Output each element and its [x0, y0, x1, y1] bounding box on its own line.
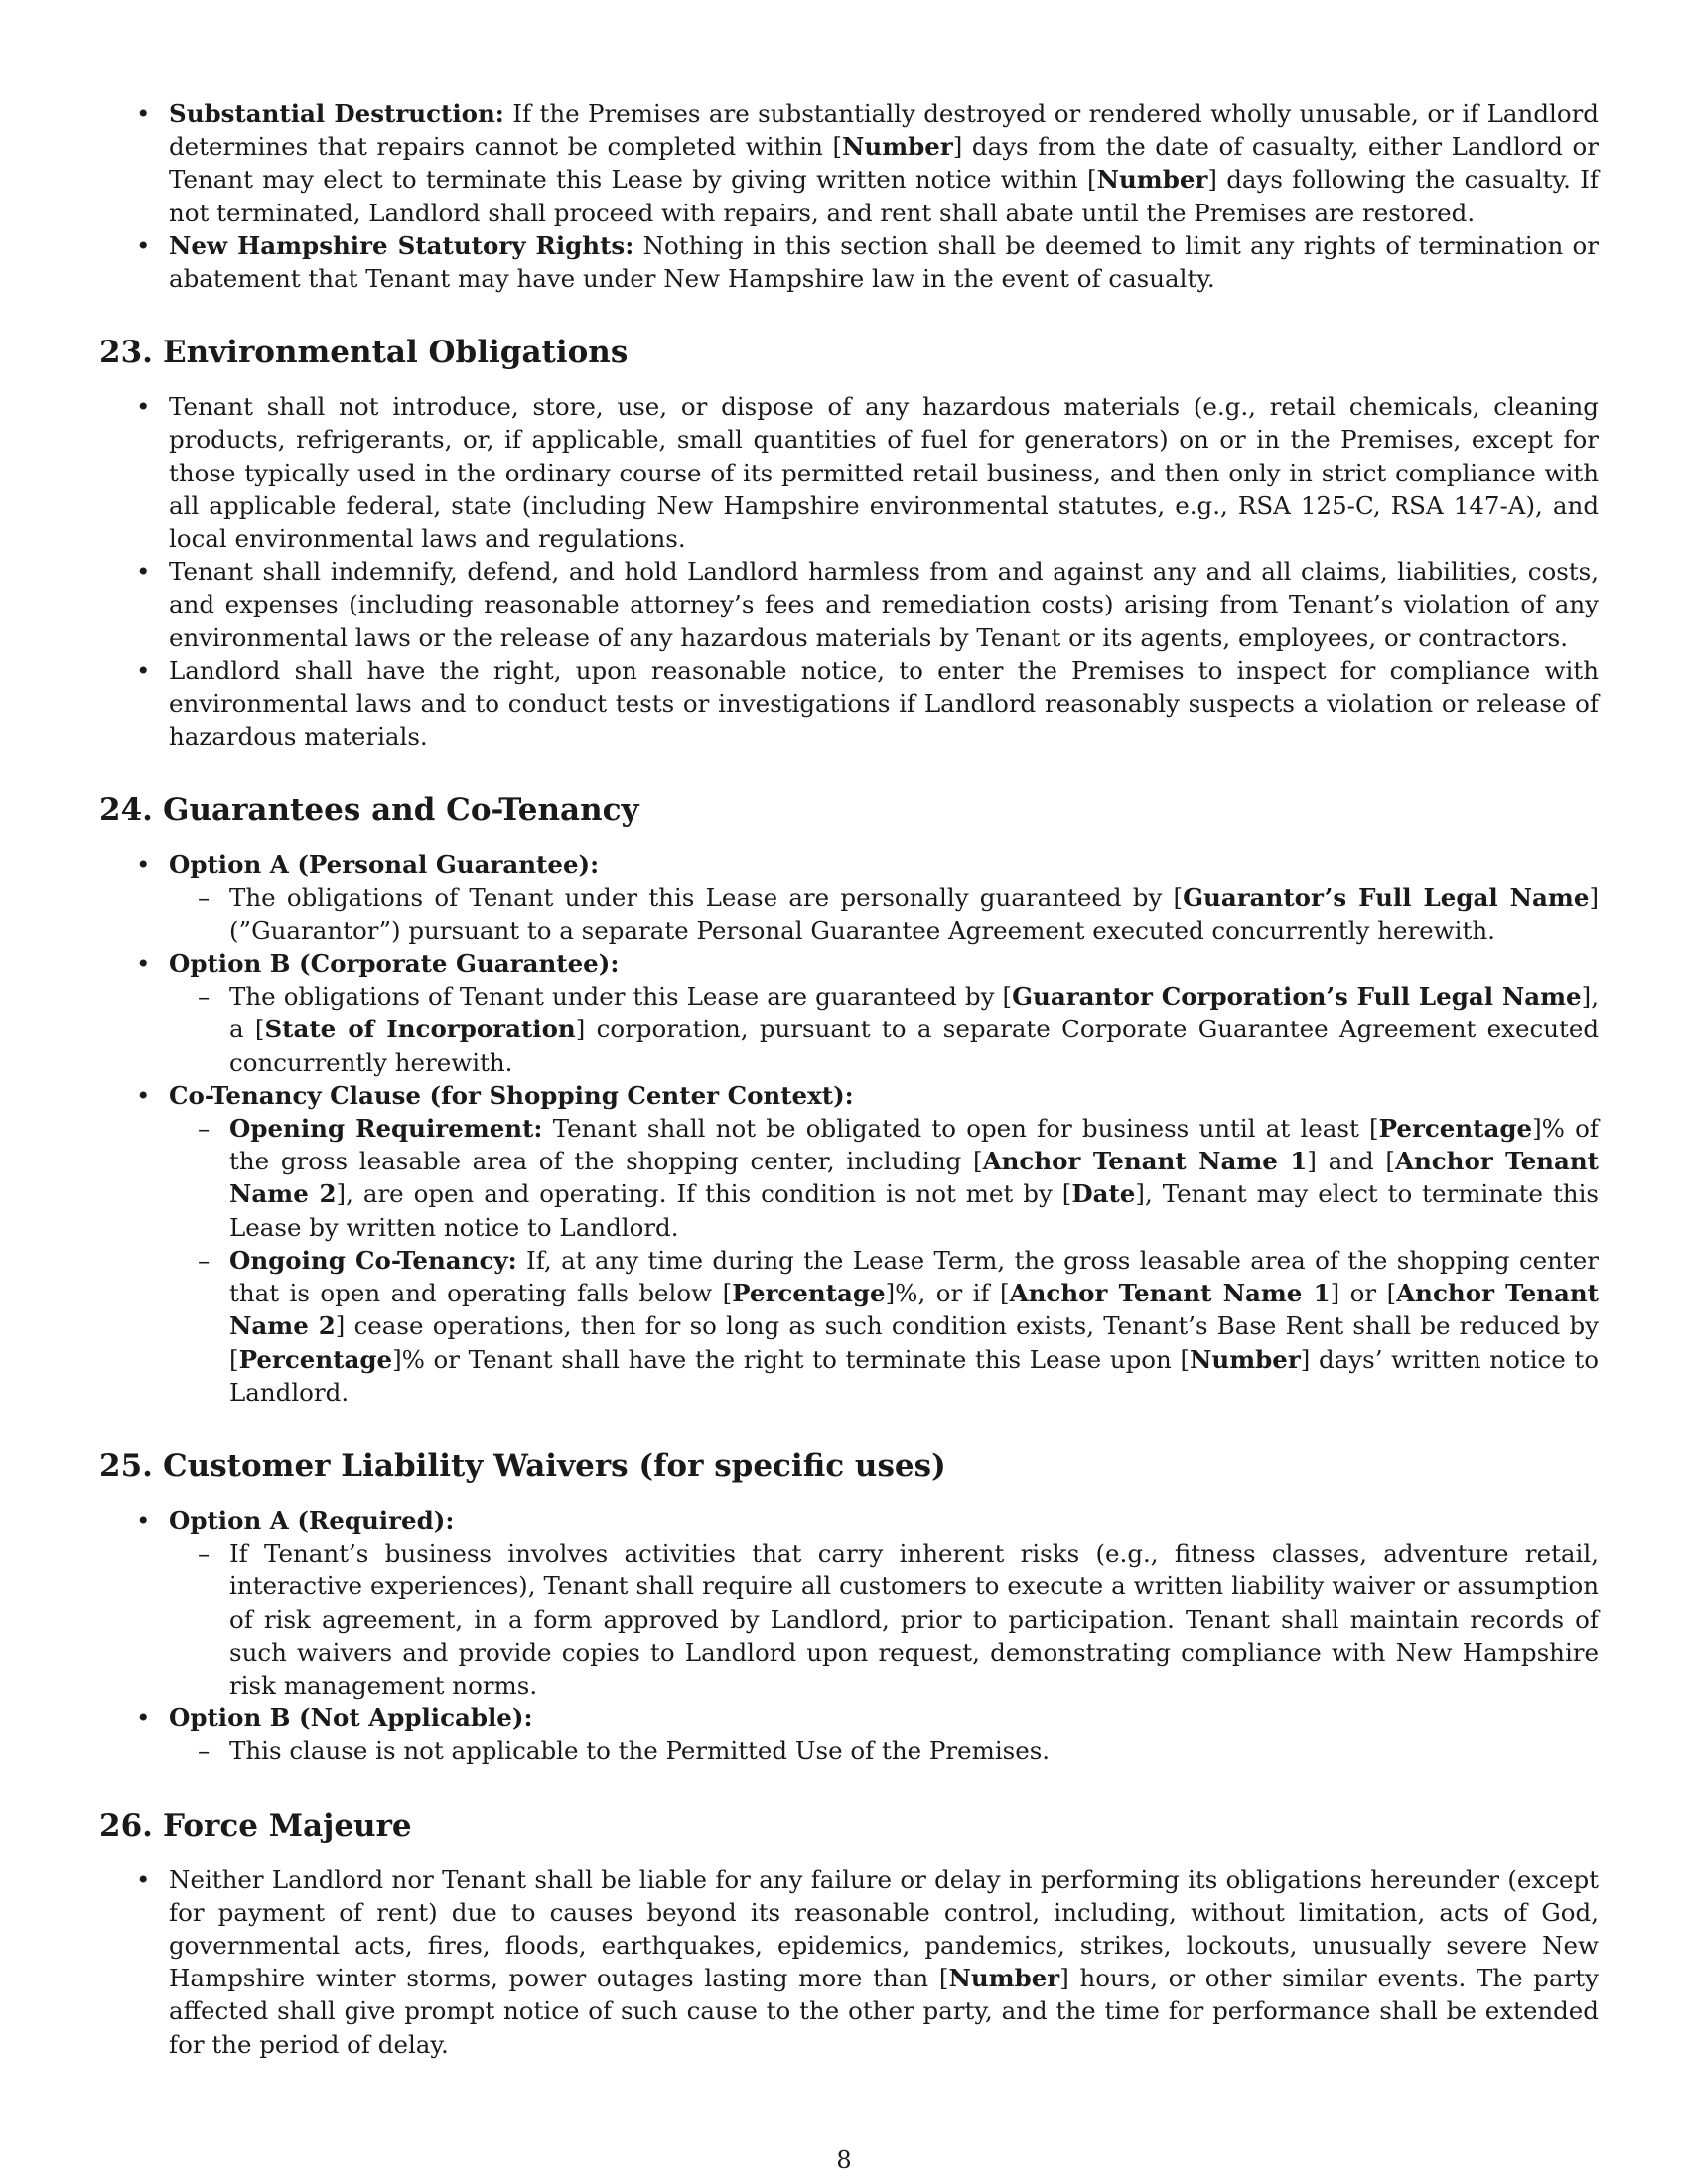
section-heading-23: [99, 333, 1599, 372]
list-item: [99, 555, 1599, 654]
sub-list: [169, 1112, 1599, 1409]
bold-text: Ongoing Co-Tenancy:: [229, 1245, 517, 1275]
text-run: If, at any time during the Lease Term, the gross leasable area of the shopping center that is open and operating falls below [: [229, 1245, 1599, 1308]
section-title: Guarantees and Co-Tenancy: [163, 792, 639, 829]
text-run: Nothing in this section shall be deemed to limit any rights of termination or abatement that Tenant may have under New Hampshire law in the event of casualty.: [169, 230, 1599, 294]
force-majeure-list: [99, 1863, 1599, 2061]
bold-text: Anchor Tenant Name 1: [1009, 1279, 1331, 1308]
text-run: The obligations of Tenant under this Lease are guaranteed by [: [229, 982, 1013, 1012]
section-title: Environmental Obligations: [163, 335, 629, 371]
bold-text: Number: [948, 1964, 1060, 1993]
text-run: ]% or Tenant shall have the right to terminate this Lease upon [: [392, 1344, 1191, 1374]
bold-text: Percentage: [238, 1344, 393, 1374]
sub-list-item: [169, 1537, 1599, 1702]
bold-text: Option A (Personal Guarantee):: [169, 850, 600, 880]
text-run: Tenant shall not introduce, store, use, or dispose of any hazardous materials (e.g., retail chemicals, cleaning products, refrigerants, or, if applicable, small quantities of fuel for generators) on or in the Premises, except for those typically used in the ordinary course of its permitted retail business, and then only in strict compliance with all applicable federal, state (including New Hampshire environmental statutes, e.g., RSA 125-C, RSA 147-A), and local environmental laws and regulations.: [169, 392, 1599, 554]
section-title: Force Majeure: [163, 1807, 412, 1843]
section-number: 26.: [99, 1807, 153, 1843]
text-run: ], are open and operating. If this condition is not met by [: [336, 1179, 1072, 1209]
bold-text: Guarantor Corporation’s Full Legal Name: [1012, 982, 1582, 1012]
list-item: [99, 1079, 1599, 1409]
bold-text: Number: [1096, 165, 1208, 195]
casualty-list: [99, 97, 1599, 295]
bold-text: Date: [1071, 1179, 1136, 1209]
text-run: ] days from the date of casualty, either Landlord or Tenant may elect to terminate this Lease by giving written notice within [: [169, 132, 1599, 195]
bold-text: Option B (Corporate Guarantee):: [169, 949, 620, 979]
bold-text: Number: [1190, 1344, 1301, 1374]
document-page: [99, 97, 1599, 2061]
section-title: Customer Liability Waivers (for specific uses): [163, 1447, 946, 1484]
section-number: 25.: [99, 1447, 153, 1484]
text-run: ] days’ written notice to Landlord.: [229, 1344, 1599, 1407]
text-run: ] and [: [1307, 1147, 1395, 1176]
bold-text: State of Incorporation: [264, 1015, 576, 1044]
bold-text: Percentage: [1378, 1114, 1533, 1144]
list-item: [99, 390, 1599, 555]
text-run: ] (”Guarantor”) pursuant to a separate Personal Guarantee Agreement executed concurrently herewith.: [229, 883, 1599, 945]
list-item: [99, 229, 1599, 295]
text-run: Tenant shall indemnify, defend, and hold Landlord harmless from and against any and all claims, liabilities, costs, and expenses (including reasonable attorney’s fees and remediation costs) arising from Tenant’s violation of any environmental laws or the release of any hazardous materials by Tenant or its agents, employees, or contractors.: [169, 557, 1599, 652]
text-run: If the Premises are substantially destroyed or rendered wholly unusable, or if Landlord determines that repairs cannot be completed within [: [169, 99, 1599, 162]
text-run: ] cease operations, then for so long as such condition exists, Tenant’s Base Rent shall be reduced by [: [229, 1311, 1599, 1374]
list-item: [99, 1504, 1599, 1702]
sub-list-item: [169, 882, 1599, 947]
text-run: ] or [: [1330, 1279, 1397, 1308]
sub-list: [169, 980, 1599, 1079]
list-item: [99, 1863, 1599, 2061]
text-run: ] days following the casualty. If not terminated, Landlord shall proceed with repairs, and rent shall abate until the Premises are restored.: [169, 165, 1599, 227]
bold-text: New Hampshire Statutory Rights:: [169, 230, 634, 260]
bold-text: Option B (Not Applicable):: [169, 1704, 533, 1733]
guarantees-list: [99, 848, 1599, 1408]
list-item: [99, 654, 1599, 753]
sub-list: [169, 1734, 1599, 1767]
list-item: [99, 1702, 1599, 1767]
bold-text: Guarantor’s Full Legal Name: [1183, 883, 1590, 912]
text-run: Neither Landlord nor Tenant shall be liable for any failure or delay in performing its obligations hereunder (except for payment of rent) due to causes beyond its reasonable control, including, without limitation, acts of God, governmental acts, fires, floods, earthquakes, epidemics, pandemics, strikes, lockouts, unusually severe New Hampshire winter storms, power outages lasting more than [: [169, 1864, 1599, 1993]
text-run: ]%, or if [: [885, 1279, 1010, 1308]
text-run: ], a [: [229, 982, 1599, 1044]
sub-list-item: [169, 1734, 1599, 1767]
text-run: If Tenant’s business involves activities that carry inherent risks (e.g., fitness classes, adventure retail, interactive experiences), Tenant shall require all customers to execute a written liability waiver or assumption of risk agreement, in a form approved by Landlord, prior to participation. Tenant shall maintain records of such waivers and provide copies to Landlord upon request, demonstrating compliance with New Hampshire risk management norms.: [229, 1539, 1599, 1700]
text-run: ] hours, or other similar events. The party affected shall give prompt notice of such cause to the other party, and the time for performance shall be extended for the period of delay.: [169, 1964, 1599, 2059]
sub-list: [169, 1537, 1599, 1702]
text-run: ] corporation, pursuant to a separate Corporate Guarantee Agreement executed concurrently herewith.: [229, 1015, 1599, 1077]
list-item: [99, 947, 1599, 1079]
list-item: [99, 97, 1599, 229]
page-number: 8: [836, 2146, 852, 2174]
bold-text: Anchor Tenant Name 1: [982, 1147, 1308, 1176]
bold-text: Option A (Required):: [169, 1505, 455, 1535]
bold-text: Anchor Tenant Name 2: [229, 1147, 1600, 1209]
section-heading-25: [99, 1446, 1599, 1486]
text-run: Tenant shall not be obligated to open for business until at least [: [542, 1114, 1379, 1144]
section-heading-26: [99, 1806, 1599, 1845]
bold-text: Substantial Destruction:: [169, 99, 504, 128]
liability-waivers-list: [99, 1504, 1599, 1768]
bold-text: Opening Requirement:: [229, 1114, 543, 1144]
bold-text: Percentage: [732, 1279, 886, 1308]
section-number: 24.: [99, 792, 153, 829]
bold-text: Number: [842, 132, 953, 162]
text-run: ], Tenant may elect to terminate this Lease by written notice to Landlord.: [229, 1179, 1599, 1242]
environmental-obligations-list: [99, 390, 1599, 752]
bold-text: Anchor Tenant Name 2: [229, 1279, 1600, 1341]
sub-list-item: [169, 1112, 1599, 1244]
bold-text: Co-Tenancy Clause (for Shopping Center Context):: [169, 1080, 854, 1110]
section-number: 23.: [99, 335, 153, 371]
text-run: ]% of the gross leasable area of the shopping center, including [: [229, 1114, 1599, 1176]
text-run: This clause is not applicable to the Permitted Use of the Premises.: [229, 1736, 1051, 1766]
list-item: [99, 848, 1599, 947]
text-run: Landlord shall have the right, upon reasonable notice, to enter the Premises to inspect for compliance with environmental laws and to conduct tests or investigations if Landlord reasonably suspects a violation or release of hazardous materials.: [169, 655, 1599, 751]
text-run: The obligations of Tenant under this Lease are personally guaranteed by [: [229, 883, 1184, 912]
section-heading-24: [99, 790, 1599, 830]
sub-list: [169, 882, 1599, 947]
sub-list-item: [169, 980, 1599, 1079]
sub-list-item: [169, 1244, 1599, 1409]
